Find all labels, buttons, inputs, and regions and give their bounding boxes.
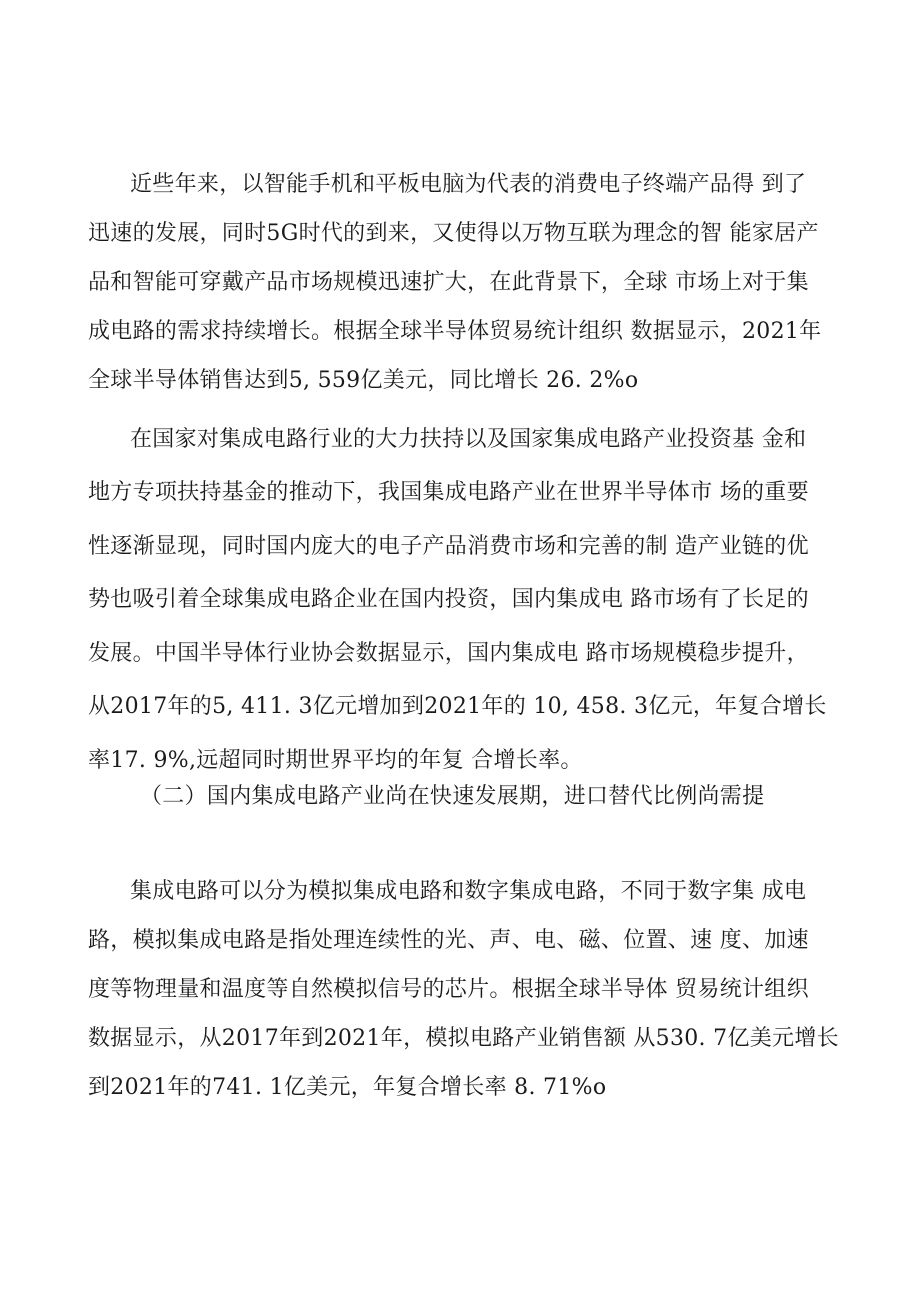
paragraph-line: 路，模拟集成电路是指处理连续性的光、声、电、磁、位置、速 度、加速 — [88, 928, 809, 953]
paragraph-line: 迅速的发展，同时5G时代的到来，又使得以万物互联为理念的智 能家居产 — [88, 221, 819, 246]
paragraph-line: 成电路的需求持续增长。根据全球半导体贸易统计组织 数据显示，2021年 — [88, 319, 822, 344]
paragraph-line: 在国家对集成电路行业的大力扶持以及国家集成电路产业投资基 金和 — [130, 427, 807, 452]
paragraph-line: 到2021年的741. 1亿美元，年复合增长率 8. 71%o — [88, 1075, 607, 1100]
paragraph-line: 数据显示，从2017年到2021年，模拟电路产业销售额 从530. 7亿美元增长 — [88, 1026, 839, 1051]
paragraph-line: 势也吸引着全球集成电路企业在国内投资，国内集成电 路市场有了长足的 — [88, 587, 809, 612]
paragraph-line: 集成电路可以分为模拟集成电路和数字集成电路，不同于数字集 成电 — [130, 879, 807, 904]
paragraph-line: 率17. 9%,远超同时期世界平均的年复 合增长率。 — [88, 748, 583, 773]
paragraph-line: 发展。中国半导体行业协会数据显示，国内集成电 路市场规模稳步提升， — [88, 641, 809, 666]
section-heading: （二）国内集成电路产业尚在快速发展期，进口替代比例尚需提 — [140, 784, 765, 809]
paragraph-line: 地方专项扶持基金的推动下，我国集成电路产业在世界半导体市 场的重要 — [88, 480, 809, 505]
paragraph-line: 近些年来，以智能手机和平板电脑为代表的消费电子终端产品得 到了 — [130, 172, 807, 197]
paragraph-line: 性逐渐显现，同时国内庞大的电子产品消费市场和完善的制 造产业链的优 — [88, 534, 809, 559]
paragraph-line: 品和智能可穿戴产品市场规模迅速扩大，在此背景下，全球 市场上对于集 — [88, 270, 809, 295]
paragraph-line: 度等物理量和温度等自然模拟信号的芯片。根据全球半导体 贸易统计组织 — [88, 977, 809, 1002]
paragraph-line: 全球半导体销售达到5, 559亿美元，同比增长 26. 2%o — [88, 368, 639, 393]
paragraph-line: 从2017年的5, 411. 3亿元增加到2021年的 10, 458. 3亿元，年复合增长 — [88, 694, 827, 719]
